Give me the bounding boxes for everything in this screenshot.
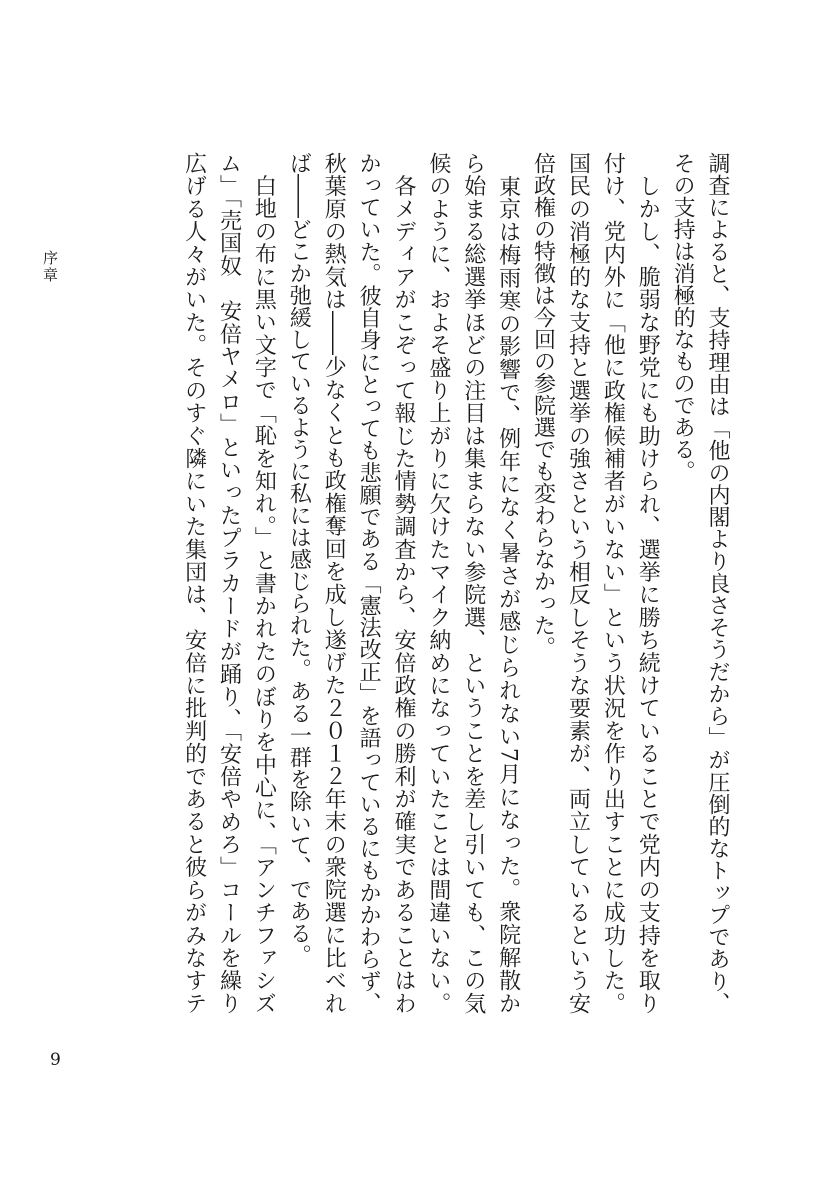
text-column: 候のように、およそ盛り上がりに欠けたマイク納めになっていたことは間違いない。 bbox=[425, 152, 451, 1014]
text-column: 広げる人々がいた。そのすぐ隣にいた集団は、安倍に批判的であると彼らがみなすテ bbox=[181, 152, 207, 1014]
text-column: 白地の布に黒い文字で「恥を知れ。」と書かれたのぼりを中心に、「アンチファシズ bbox=[251, 152, 277, 1014]
text-column: 秋葉原の熱気は――少なくとも政権奪回を成し遂げた２０１２年末の衆院選に比べれ bbox=[321, 152, 347, 1014]
text-column: ば――どこか弛緩しているように私には感じられた。ある一群を除いて、である。 bbox=[286, 152, 312, 966]
text-column: 付け、党内外に「他に政権候補者がいない」という状況を作り出すことに成功した。 bbox=[600, 152, 626, 1014]
text-column: 倍政権の特徴は今回の参院選でも変わらなかった。 bbox=[530, 152, 556, 658]
text-column: ら始まる総選挙ほどの注目は集まらない参院選、ということを差し引いても、この気 bbox=[460, 152, 486, 1014]
page-number: 9 bbox=[50, 1050, 61, 1070]
body-text bbox=[176, 152, 734, 1014]
text-column: 調査によると、支持理由は「他の内閣より良さそうだから」が圧倒的なトップであり、 bbox=[705, 152, 730, 1014]
text-column: 各メディアがこぞって報じた情勢調査から、安倍政権の勝利が確実であることはわ bbox=[390, 152, 416, 1014]
text-column: ム」「売国奴 安倍ヤメロ」といったプラカードが踊り、「安倍やめろ」コールを繰り bbox=[216, 152, 242, 1014]
text-column: 東京は梅雨寒の影響で、例年になく暑さが感じられない7月になった。衆院解散か bbox=[495, 152, 521, 1014]
running-head-chapter: 序章 bbox=[41, 250, 59, 284]
text-column: 国民の消極的な支持と選挙の強さという相反しそうな要素が、両立しているという安 bbox=[565, 152, 591, 1014]
text-column: その支持は消極的なものである。 bbox=[670, 152, 696, 482]
text-column: かっていた。彼自身にとっても悲願である「憲法改正」を語っているにもかかわらず、 bbox=[356, 152, 382, 1014]
text-column: しかし、脆弱な野党にも助けられ、選挙に勝ち続けていることで党内の支持を取り bbox=[635, 152, 661, 1014]
